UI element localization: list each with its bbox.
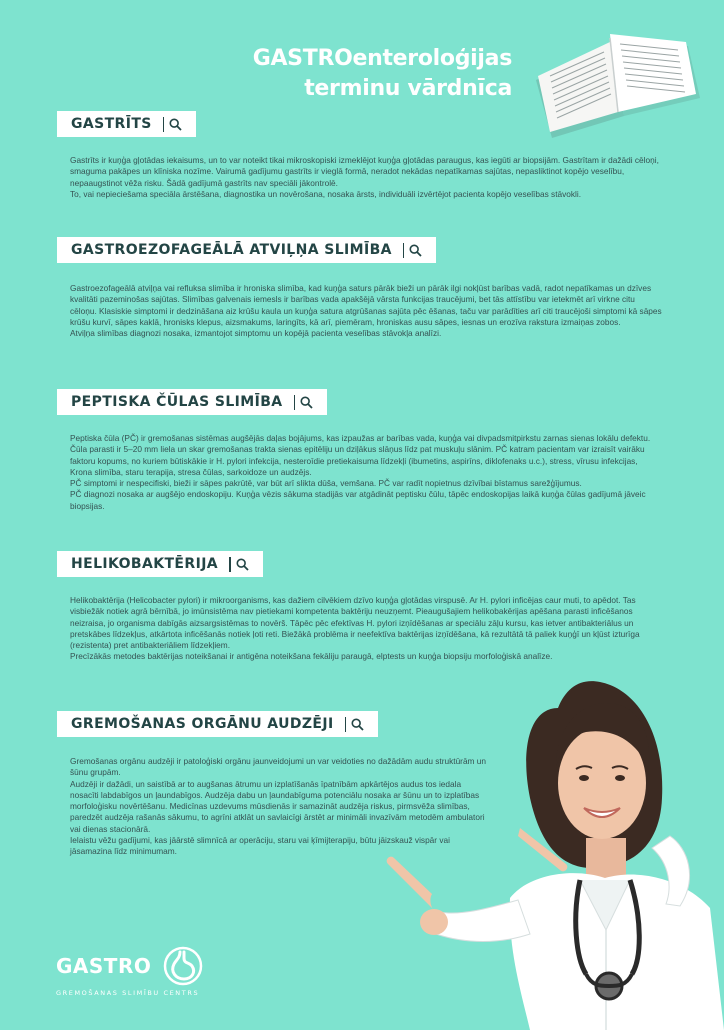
logo-wordmark: GASTRO [56,954,152,978]
search-icon[interactable] [300,396,313,409]
divider [163,117,165,132]
paragraph: Gastroezofageālā atviļņa vai refluksa slimība ir hroniska slimība, kad kuņģa saturs pārāk bieži un pārāk ilgi nokļūst barības vadā, radot nepatīkamas un dzīves kvalitāti pazeminošas sajūtas. Slimības galvenais iemesls ir barības vada apakšējā vārsta funkcijas traucējumi, bet tās attīstību var ietekmēt arī virkne citu cēloņu. Klasiskie simptomi ir dedzināšana aiz krūšu kaula un kuņģa satura atgrūšanas sajūta pēc ēšanas, taču var parādīties arī citi traucējoši simptomi kā sāpes krūšu kurvī, sāpes kaklā, hronisks klepus, aizsmakums, laringīts, kā arī, piemēram, hroniskas ausu sāpes, iesnas un erozīva rakstura izmaiņas zobos. [70,283,662,327]
section-heading-peptic-ulcer [57,389,327,415]
paragraph: To, vai nepieciešama speciāla ārstēšana, diagnostika un novērošana, nosaka ārsts, individuāli izvērtējot pacienta kopējo veselības stāvokli. [70,188,582,199]
paragraph: Ielaistu vēžu gadījumi, kas jāārstē slimnīcā ar operāciju, staru vai ķīmijterapiju, būtu jāizskauž vispār vai jāsamazina līdz minimumam. [70,835,450,857]
paragraph: PČ diagnozi nosaka ar augšējo endoskopiju. Kuņģa vēzis sākuma stadijās var atgādināt peptisku čūlu, tāpēc endoskopijas laikā kuņģa čūlas gadījumā jāveic biopsijas. [70,489,646,511]
page-title [253,44,512,104]
doctor-illustration [380,668,724,1030]
section-heading-label: PEPTISKA ČŪLAS SLIMĪBA [71,394,283,410]
paragraph: Helikobaktērija (Helicobacter pylori) ir mikroorganisms, kas dažiem cilvēkiem dzīvo kuņģa gļotādas virspusē. Ar H. pylori inficējas caur muti, to apēdot. Tas visbiežāk notiek agrā bērnībā, jo imūnsistēma nav pietiekami kompetenta baktēriju neuzņemt. Pieaugušajiem helikobakērijas apēšana parasti inficēšanos neizraisa, jo organisma dabīgās aizsargsistēmas to novērš. Tāpēc pēc efektīvas H. pylori izņīdēšanas ar speciālu zāļu kursu, kas ietver antibakteriālus un pretskābes līdzekļus, atkārtota inficēšanās notiek ļoti reti. Biežākā problēma ir neefektīva baktērijas izņīdēšana, kā rezultātā tā paliek kuņģī un kļūst izturīga (rezistenta) pret antibakteriāliem līdzekļiem. [70,595,640,651]
divider [345,717,347,732]
section-heading-label: GASTRĪTS [71,116,152,132]
paragraph: Precīzākās metodes baktērijas noteikšanai ir antigēna noteikšana fekāliju paraugā, elptests un kuņģa biopsiju morfoloģiskā analīze. [70,651,553,662]
page-title-line-1: GASTROenteroloģijas [252,46,512,71]
paragraph: Peptiska čūla (PČ) ir gremošanas sistēmas augšējās daļas bojājums, kas izpaužas ar barības vada, kuņģa vai divpadsmitpirkstu zarnas sienas lokālu defektu. Čūla parasti ir 5–20 mm liela un skar gremošanas trakta sienas epitēliju un dziļākus slāņus līdz pat muskuļu slānim. PČ katram pacientam var izraisīt vairāku faktoru kopums, no kuriem būtiskākie ir H. pylori infekcija, nesteroīdie pretiekaisuma līdzekļi (ibumetins, aspirīns, diklofenaks u.c.), stress, vīrusu infekcijas, Krona slimība, staru terapija, stresa čūlas, sarkoidoze un audzējs. [70,433,651,477]
paragraph: PČ simptomi ir nespecifiski, bieži ir sāpes pakrūtē, var būt arī slikta dūša, vemšana. PČ var radīt nopietnus dzīvībai bīstamus sarežģījumus. [70,478,582,489]
section-body-peptic-ulcer [70,433,662,512]
section-heading-helicobacter [57,551,263,577]
search-icon[interactable] [236,558,249,571]
section-body-reflux [70,283,662,339]
divider [294,395,296,410]
paragraph: Gastrīts ir kuņģa gļotādas iekaisums, un to var noteikt tikai mikroskopiski izmeklējot kuņģa gļotādas paraugus, kas iegūti ar biopsijām. Gastrītam ir dažādi cēloņi, smaguma pakāpes un klīniska nozīme. Vairumā gadījumu gastrīts ir vieglā formā, neradot nekādas nepatīkamas sajūtas, nepasliktinot kopējo veselību, nepaaugstinot vēža risku. Šādā gadījumā gastrīts nav speciāli jākontrolē. [70,155,659,188]
divider [403,243,405,258]
search-icon[interactable] [169,118,182,131]
logo-tagline: GREMOŠANAS SLIMĪBU CENTRS [56,989,200,997]
page-title-line-2: terminu vārdnīca [304,76,512,101]
search-icon[interactable] [409,244,422,257]
divider [229,557,231,572]
section-heading-label: HELIKOBAKTĒRIJA [71,556,219,572]
gastro-logo [56,946,208,997]
section-heading-label: GASTROEZOFAGEĀLĀ ATVIĻŅA SLIMĪBA [71,242,392,258]
paragraph: Audzēji ir dažādi, un saistībā ar to augšanas ātrumu un izplatīšanās īpatnībām apkārtējos audus tos iedala nosacīti labdabīgos un ļaundabīgos. Audzēja dabu un ļaundabīguma potenciālu nosaka ar šūnu un to izplatības morfoloģisku novērtēšanu. Medicīnas uzdevums mūsdienās ir samazināt audzēja riskus, pirmsvēža slimības, paredzēt audzēja rašanās sākumu, to agrīni atklāt un savlaicīgi ārstēt ar minimāli invazīvām metodēm ambulatori vai dienas stacionārā. [70,778,485,834]
section-heading-reflux [57,237,436,263]
section-heading-label: GREMOŠANAS ORGĀNU AUDZĒJI [71,716,334,732]
search-icon[interactable] [351,718,364,731]
section-body-gastrits [70,155,660,200]
paragraph: Gremošanas orgānu audzēji ir patoloģiski orgānu jaunveidojumi un var veidoties no dažādām audu struktūrām un šūnu grupām. [70,756,487,778]
section-heading-gastrits [57,111,196,137]
open-book-illustration [528,28,708,140]
section-heading-tumors [57,711,378,737]
stomach-icon [158,946,208,986]
section-body-helicobacter [70,595,660,663]
paragraph: Atviļņa slimības diagnozi nosaka, izmantojot simptomu un kopējā pacienta veselības stāvokļa analīzi. [70,328,442,339]
